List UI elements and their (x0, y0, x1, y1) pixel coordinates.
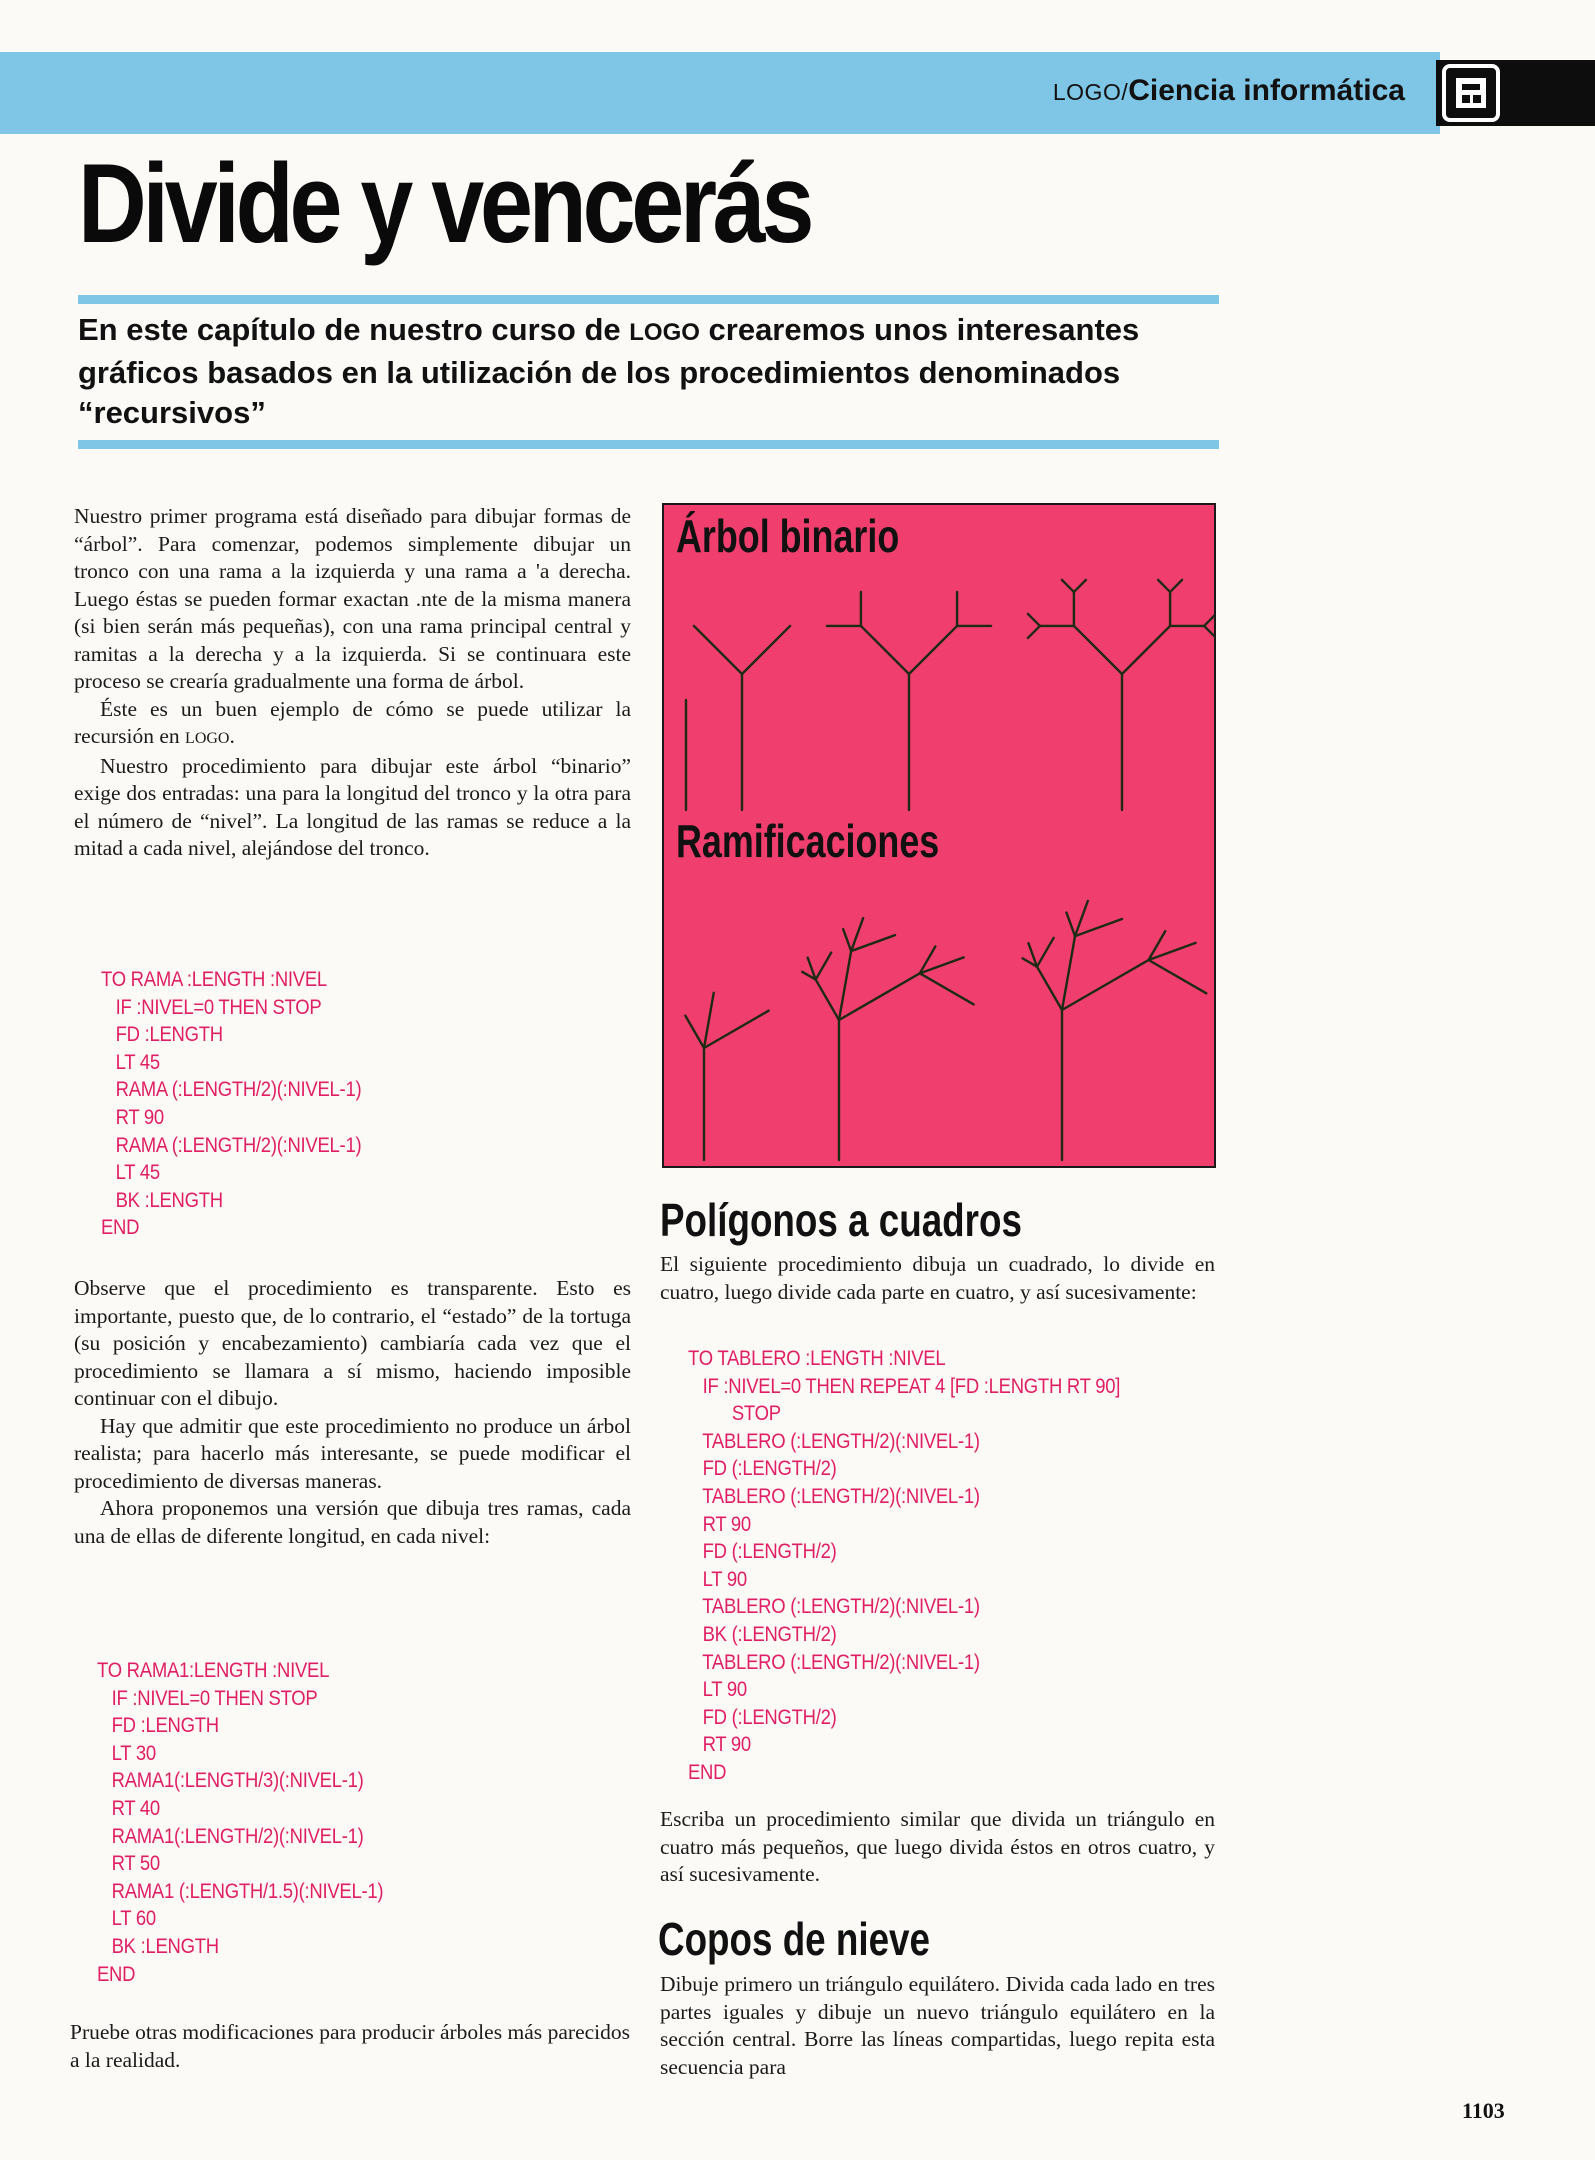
tree-branch (843, 929, 851, 951)
tree-branch (742, 626, 790, 674)
tree-branch (694, 626, 742, 674)
tree-branch (851, 935, 895, 951)
tree-branch (1062, 960, 1149, 1010)
tree-branch (1028, 626, 1040, 638)
tree-branch (1066, 913, 1075, 936)
code-line: END (101, 1216, 140, 1240)
tree-branch (1075, 919, 1122, 936)
code-line: FD :LENGTH (97, 1714, 219, 1738)
code-line: TO RAMA :LENGTH :NIVEL (101, 968, 327, 991)
code-line: FD :LENGTH (101, 1023, 223, 1047)
figure-title-binario: Árbol binario (676, 510, 900, 562)
paragraph: Hay que admitir que este procedimiento no produce un árbol realista; para hacerlo más interesante, se puede modificar el procedimiento de diversas maneras. (74, 1413, 631, 1493)
tree-branch (1028, 614, 1040, 626)
code-line: LT 45 (101, 1161, 160, 1185)
tree-branch (1074, 626, 1122, 674)
tree-branch (1074, 580, 1086, 592)
code-line: LT 30 (97, 1741, 156, 1765)
code-block-rama (101, 966, 397, 1242)
code-line: TO TABLERO :LENGTH :NIVEL (688, 1347, 946, 1370)
tree-branch (861, 626, 909, 674)
code-line: END (97, 1962, 136, 1986)
tree-branch (1037, 938, 1054, 967)
code-line: RT 90 (688, 1733, 751, 1757)
tree-branch (909, 626, 957, 674)
tree-branch (920, 973, 974, 1004)
code-line: TABLERO (:LENGTH/2)(:NIVEL-1) (688, 1484, 980, 1508)
paragraph: Ahora proponemos una versión que dibuja tres ramas, cada una de ellas de diferente longitud, en cada nivel: (74, 1496, 631, 1548)
code-line: LT 90 (688, 1567, 747, 1591)
tree-branch (816, 953, 832, 980)
code-line: RAMA1 (:LENGTH/1.5)(:NIVEL-1) (97, 1879, 384, 1903)
title-rule-top (78, 295, 1219, 304)
code-line: RT 90 (688, 1512, 751, 1536)
tree-branch (1062, 936, 1075, 1010)
code-line: RT 50 (97, 1852, 160, 1876)
tree-branch (704, 1011, 769, 1048)
tree-branch (816, 980, 839, 1020)
right-column-intro (660, 1251, 1215, 1306)
code-line: RAMA1(:LENGTH/3)(:NIVEL-1) (97, 1769, 364, 1793)
tree-branch (704, 993, 714, 1048)
code-line: RAMA (:LENGTH/2)(:NIVEL-1) (101, 1133, 362, 1157)
tree-branch (1075, 901, 1088, 936)
code-line: RAMA1(:LENGTH/2)(:NIVEL-1) (97, 1824, 364, 1848)
right-column-triangulo (660, 1806, 1215, 1889)
code-line: BK (:LENGTH/2) (688, 1622, 837, 1646)
tree-branch (1037, 967, 1062, 1010)
code-line: TABLERO (:LENGTH/2)(:NIVEL-1) (688, 1429, 980, 1453)
code-line: IF :NIVEL=0 THEN REPEAT 4 [FD :LENGTH RT 90] (688, 1374, 1121, 1398)
code-block-tablero (688, 1345, 1179, 1787)
heading-poligonos: Polígonos a cuadros (660, 1194, 1022, 1246)
code-block-rama1 (97, 1657, 422, 1988)
code-line: LT 90 (688, 1678, 747, 1702)
tree-branch (685, 1016, 704, 1048)
tree-branch (839, 951, 851, 1020)
left-column-lower (74, 1275, 631, 1550)
paragraph: Nuestro procedimiento para dibujar este árbol “binario” exige dos entradas: una para la longitud del tronco y la otra para el número de “nivel”. La longitud de las ramas se reduce a la mitad a cada nivel, alejándose del tronco. (74, 753, 631, 860)
title-rule-bottom (78, 440, 1219, 449)
code-line: TO RAMA1:LENGTH :NIVEL (97, 1659, 330, 1682)
paragraph: Nuestro primer programa está diseñado para dibujar formas de “árbol”. Para comenzar, podemos simplemente dibujar un tronco con una rama a la izquierda y una rama a 'a derecha. Luego éstas se pueden formar exactan .nte de la misma manera (si bien serán más pequeñas), con una rama principal central y ramitas a la derecha y a la izquierda. Si se continuara este proceso se crearía gradualmente una forma de árbol. (74, 504, 631, 693)
code-line: RT 40 (97, 1796, 160, 1820)
paragraph: Éste es un buen ejemplo de cómo se puede utilizar la recursión en LOGO. (74, 696, 631, 748)
tree-drawings (664, 505, 1214, 1166)
logo-smallcaps: LOGO (629, 319, 700, 346)
tree-branch (1122, 626, 1170, 674)
code-line: RAMA (:LENGTH/2)(:NIVEL-1) (101, 1078, 362, 1102)
left-column (74, 503, 631, 863)
code-line: LT 60 (97, 1907, 156, 1931)
tree-branch (1204, 614, 1214, 626)
tree-branch (1158, 580, 1170, 592)
tree-branch (1170, 580, 1182, 592)
page-title: Divide y vencerás (78, 141, 811, 266)
code-line: BK :LENGTH (97, 1934, 219, 1958)
tree-figure (662, 503, 1216, 1168)
code-line: TABLERO (:LENGTH/2)(:NIVEL-1) (688, 1595, 980, 1619)
right-column-copos (660, 1971, 1215, 2081)
paragraph: Observe que el procedimiento es transparente. Esto es importante, puesto que, de lo contrario, el “estado” de la tortuga (su posición y encabezamiento) cambiaría cada vez que el procedimiento se llamara a sí mismo, haciendo imposible continuar con el dibujo. (74, 1276, 631, 1410)
code-line: IF :NIVEL=0 THEN STOP (101, 995, 322, 1019)
section-label: LOGO/Ciencia informática (1052, 74, 1405, 107)
computer-chip-icon (1442, 64, 1500, 122)
paragraph: Pruebe otras modificaciones para producir árboles más parecidos a la realidad. (70, 2020, 630, 2072)
section-name: Ciencia informática (1128, 74, 1405, 107)
subtitle: En este capítulo de nuestro curso de LOGO crearemos unos interesantes gráficos basados en la utilización de los procedimientos denominados “recursivos” (78, 312, 1140, 430)
tree-branch (1204, 626, 1214, 638)
code-line: IF :NIVEL=0 THEN STOP (97, 1686, 318, 1710)
left-column-end (70, 2019, 630, 2074)
paragraph: El siguiente procedimiento dibuja un cuadrado, lo divide en cuatro, luego divide cada parte en cuatro, y así sucesivamente: (660, 1252, 1215, 1304)
tree-branch (839, 973, 920, 1020)
paragraph: Dibuje primero un triángulo equilátero. Divida cada lado en tres partes iguales y dibuje un nuevo triángulo equilátero en la sección central. Borre las líneas compartidas, luego repita esta secuencia para (660, 1972, 1215, 2079)
code-line: RT 90 (101, 1105, 164, 1129)
code-line: END (688, 1760, 727, 1784)
code-line: BK :LENGTH (101, 1188, 223, 1212)
page-number: 1103 (1462, 2098, 1505, 2123)
code-line: STOP (688, 1402, 781, 1426)
code-line: FD (:LENGTH/2) (688, 1705, 837, 1729)
heading-copos: Copos de nieve (658, 1913, 930, 1965)
code-line: FD (:LENGTH/2) (688, 1540, 837, 1564)
tree-branch (1149, 960, 1207, 993)
code-line: TABLERO (:LENGTH/2)(:NIVEL-1) (688, 1650, 980, 1674)
tree-branch (1062, 580, 1074, 592)
figure-title-ramificaciones: Ramificaciones (676, 815, 940, 867)
code-line: FD (:LENGTH/2) (688, 1457, 837, 1481)
code-line: LT 45 (101, 1050, 160, 1074)
paragraph: Escriba un procedimiento similar que divida un triángulo en cuatro más pequeños, que luego divida éstos en otros cuatro, y así sucesivamente. (660, 1807, 1215, 1886)
